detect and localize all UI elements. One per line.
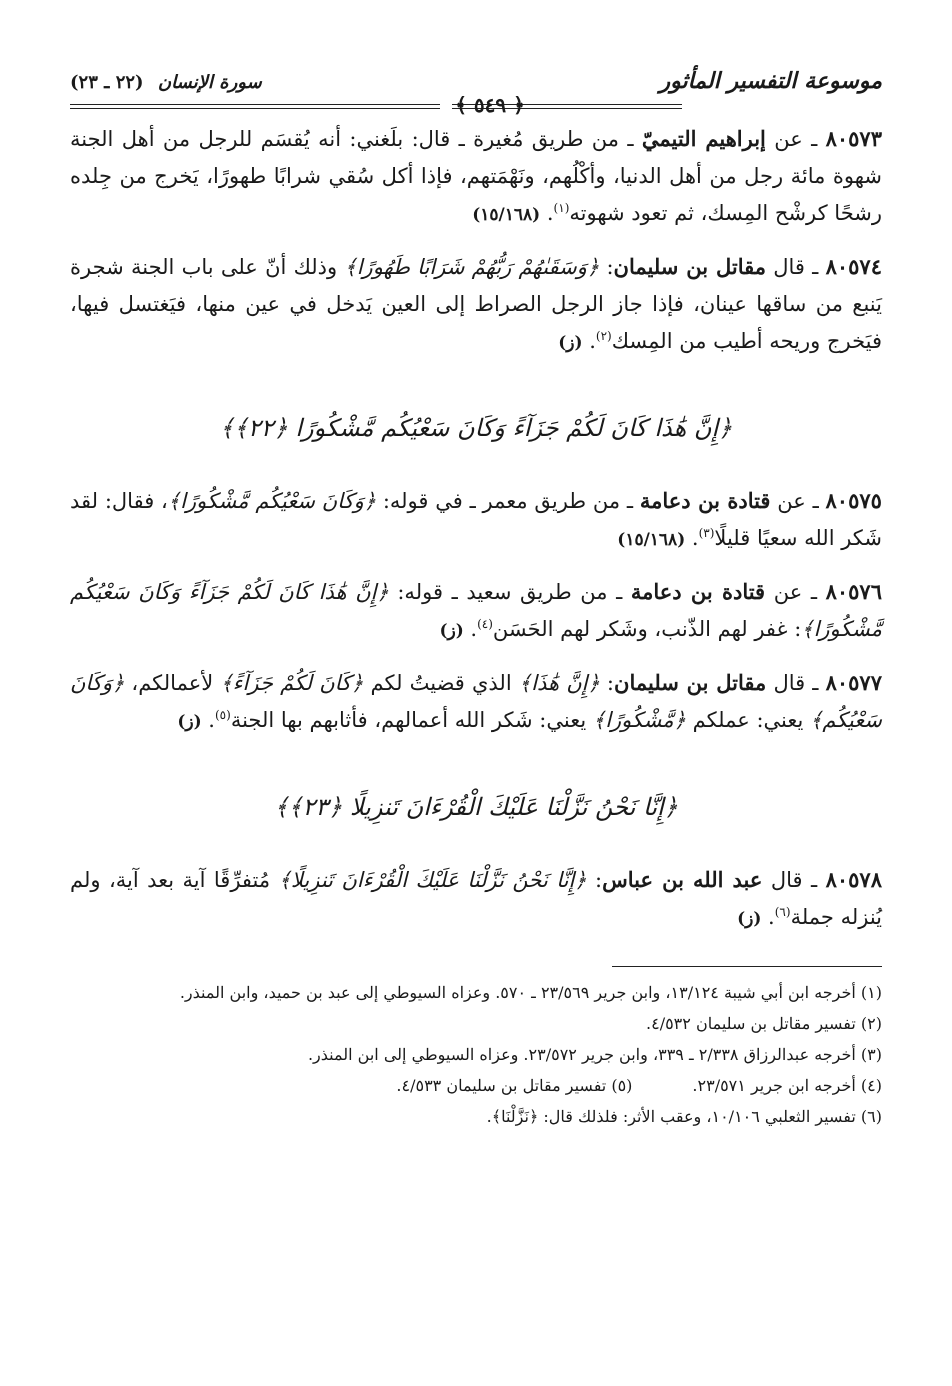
entry-number: ٨٠٥٧٦ [825, 579, 882, 604]
narrator-name: قتادة بن دعامة [630, 579, 766, 604]
footnote-4: (٤) أخرجه ابن جرير ٢٣/٥٧١. [692, 1076, 882, 1095]
volume-reference: (ز) [558, 333, 583, 353]
entry-text: وذلك أنّ على باب الجنة شجرة يَنبع من ساقها عينان، فإذا جاز الرجل الصراط إلى العين يَدخل في عين منها، فيَغتسل فيها، فيَخرج وريحه أطيب من المِسك [70, 255, 882, 353]
quran-quote: ﴿وَكَانَ سَعْيُكُم﴾ [70, 671, 882, 732]
entry-text: لأعمالكم، [131, 671, 214, 695]
entry-80576: ٨٠٥٧٦ ـ عن قتادة بن دعامة ـ من طريق سعيد ـ قوله: ﴿إِنَّ هَٰذَا كَانَ لَكُمْ جَزَآءً وَكَانَ سَعْيُكُم مَّشْكُورًا﴾: غفر لهم الذّنب، وشَكر لهم الحَسَن$^{(٤)}$. (ز) [70, 579, 882, 641]
footnote-row-4-5 [70, 1070, 882, 1101]
footnote-marker[interactable]: (٢) [595, 329, 612, 343]
entry-number: ٨٠٥٧٥ [825, 488, 882, 513]
surah-name: سورة الإنسان [157, 72, 262, 93]
page-number: ﴿ ٥٤٩ ﴾ [455, 93, 525, 117]
volume-reference: (ز) [439, 621, 464, 641]
footnote-marker[interactable]: (٥) [214, 708, 231, 722]
quran-quote: ﴿إِنَّا نَحْنُ نَزَّلْنَا عَلَيْكَ الْقُرْءَانَ تَنزِيلًا﴾ [278, 868, 587, 892]
header-rule-left [70, 104, 440, 109]
entry-text: يعني: عملكم [692, 708, 804, 732]
entry-80578: ٨٠٥٧٨ ـ قال عبد الله بن عباس: ﴿إِنَّا نَحْنُ نَزَّلْنَا عَلَيْكَ الْقُرْءَانَ تَنزِيلًا﴾ مُتفرِّقًا آية بعد آية، ولم يُنزله جملة$^{(٦)}$. (ز) [70, 867, 882, 929]
quran-quote: ﴿إِنَّ هَٰذَا﴾ [518, 671, 600, 695]
quran-quote: ﴿وَسَقَىٰهُمْ رَبُّهُمْ شَرَابًا طَهُورًا﴾ [344, 255, 600, 279]
entry-intro: ـ عن [773, 580, 817, 604]
entry-intro: ـ قال [770, 868, 818, 892]
page-header [70, 60, 882, 120]
entry-text: ـ من طريق سعيد ـ قوله: [397, 580, 623, 604]
footnote-2: (٢) تفسير مقاتل بن سليمان ٤/٥٣٢. [646, 1014, 882, 1033]
footnote-marker[interactable]: (٦) [774, 905, 791, 919]
narrator-name: مقاتل بن سليمان [614, 670, 767, 695]
entry-number: ٨٠٥٧٣ [825, 126, 882, 151]
footnote-6: (٦) تفسير الثعلبي ١٠/١٠٦، وعقب الأثر: فلذلك قال: ﴿نَزَّلْنَا﴾. [486, 1107, 882, 1126]
entry-80574: ٨٠٥٧٤ ـ قال مقاتل بن سليمان: ﴿وَسَقَىٰهُمْ رَبُّهُمْ شَرَابًا طَهُورًا﴾ وذلك أنّ على باب الجنة شجرة يَنبع من ساقها عينان، فإذا جاز الرجل الصراط إلى العين يَدخل في عين منها، فيَغتسل فيها، فيَخرج وريحه أطيب من المِسك$^{(٢)}$. (ز) [70, 254, 882, 353]
narrator-name: عبد الله بن عباس [602, 867, 763, 892]
entry-intro: ـ عن [774, 127, 818, 151]
surah-heading [70, 72, 262, 93]
quran-quote: ﴿مَّشْكُورًا﴾ [592, 708, 686, 732]
verse-range: (٢٢ ـ ٢٣) [70, 72, 144, 93]
footnote-3: (٣) أخرجه عبدالرزاق ٢/٣٣٨ ـ ٣٣٩، وابن جرير ٢٣/٥٧٢. وعزاه السيوطي إلى ابن المنذر. [307, 1045, 882, 1064]
entry-80575: ٨٠٥٧٥ ـ عن قتادة بن دعامة ـ من طريق معمر ـ في قوله: ﴿وَكَانَ سَعْيُكُم مَّشْكُورًا﴾، فقال: لقد شَكر الله سعيًا قليلًا$^{(٣)}$. (١٥/١٦٨) [70, 488, 882, 550]
page [70, 60, 882, 1132]
entry-text: ـ من طريق معمر ـ في قوله: [382, 489, 634, 513]
footnote-divider [612, 966, 882, 967]
footnote-marker[interactable]: (٤) [477, 617, 493, 631]
footnote-marker[interactable]: (٣) [698, 526, 715, 540]
footnote-5: (٥) تفسير مقاتل بن سليمان ٤/٥٣٣. [396, 1076, 633, 1095]
footnote-marker[interactable]: (١) [553, 201, 570, 215]
footnote-1: (١) أخرجه ابن أبي شيبة ١٣/١٢٤، وابن جرير ٢٣/٥٦٩ ـ ٥٧٠. وعزاه السيوطي إلى عبد بن حميد، وابن المنذر. [179, 983, 882, 1002]
entry-intro: ـ عن [777, 489, 819, 513]
narrator-name: إبراهيم التيميّ [641, 126, 766, 151]
volume-reference: (ز) [737, 909, 762, 929]
entry-number: ٨٠٥٧٨ [825, 867, 882, 892]
entry-text: : غفر لهم الذّنب، وشَكر لهم الحَسَن [492, 617, 802, 641]
volume-reference: (ز) [177, 712, 202, 732]
volume-reference: (١٥/١٦٨) [472, 205, 541, 225]
entry-text: ـ من طريق مُغيرة ـ قال: بلَغني: أنه يُقسَم للرجل من أهل الجنة شهوة مائة رجل من أهل الدنيا، وأكْلُهم، ونَهْمَتهم، فإذا أكل سُقي شرابًا طهورًا، يَخرج من جِلده رشحًا كرشْح المِسك، ثم تعود شهوته [70, 127, 882, 225]
entry-text: الذي قضيتُ لكم [370, 671, 512, 695]
entry-text: يعني: شَكر الله أعمالهم، فأثابهم بها الجنة [230, 708, 587, 732]
entry-text: مُتفرِّقًا آية بعد آية، ولم يُنزله جملة [70, 868, 882, 929]
entry-number: ٨٠٥٧٤ [825, 254, 882, 279]
footnotes [70, 977, 882, 1132]
narrator-name: قتادة بن دعامة [639, 488, 771, 513]
quran-quote: ﴿إِنَّ هَٰذَا كَانَ لَكُمْ جَزَآءً وَكَانَ سَعْيُكُم مَّشْكُورًا﴾ [70, 580, 882, 641]
verse-heading-22: ﴿إِنَّ هَٰذَا كَانَ لَكُمْ جَزَآءً وَكَانَ سَعْيُكُم مَّشْكُورًا ﴿٢٢﴾﴾ [219, 414, 733, 442]
quran-quote: ﴿وَكَانَ سَعْيُكُم مَّشْكُورًا﴾ [167, 489, 377, 513]
entry-80573: ٨٠٥٧٣ ـ عن إبراهيم التيميّ ـ من طريق مُغيرة ـ قال: بلَغني: أنه يُقسَم للرجل من أهل الجنة شهوة مائة رجل من أهل الدنيا، وأكْلُهم، ونَهْمَتهم، فإذا أكل سُقي شرابًا طهورًا، يَخرج من جِلده رشحًا كرشْح المِسك، ثم تعود شهوته$^{(١)}$. (١٥/١٦٨) [70, 126, 882, 225]
entry-80577: ٨٠٥٧٧ ـ قال مقاتل بن سليمان: ﴿إِنَّ هَٰذَا﴾ الذي قضيتُ لكم ﴿كَانَ لَكُمْ جَزَآءً﴾ لأعمالكم، ﴿وَكَانَ سَعْيُكُم﴾ يعني: عملكم ﴿مَّشْكُورًا﴾ يعني: شَكر الله أعمالهم، فأثابهم بها الجنة$^{(٥)}$. (ز) [70, 670, 882, 732]
verse-heading-23: ﴿إِنَّا نَحْنُ نَزَّلْنَا عَلَيْكَ الْقُرْءَانَ تَنزِيلًا ﴿٢٣﴾﴾ [274, 793, 678, 821]
quran-quote: ﴿كَانَ لَكُمْ جَزَآءً﴾ [220, 671, 364, 695]
narrator-name: مقاتل بن سليمان [613, 254, 766, 279]
entry-intro: ـ قال [773, 671, 819, 695]
entry-number: ٨٠٥٧٧ [825, 670, 882, 695]
entry-intro: ـ قال [773, 255, 819, 279]
entry-text: ، فقال: لقد شَكر الله سعيًا قليلًا [70, 489, 882, 550]
book-title: موسوعة التفسير المأثور [659, 68, 882, 94]
volume-reference: (١٥/١٦٨) [617, 530, 686, 550]
